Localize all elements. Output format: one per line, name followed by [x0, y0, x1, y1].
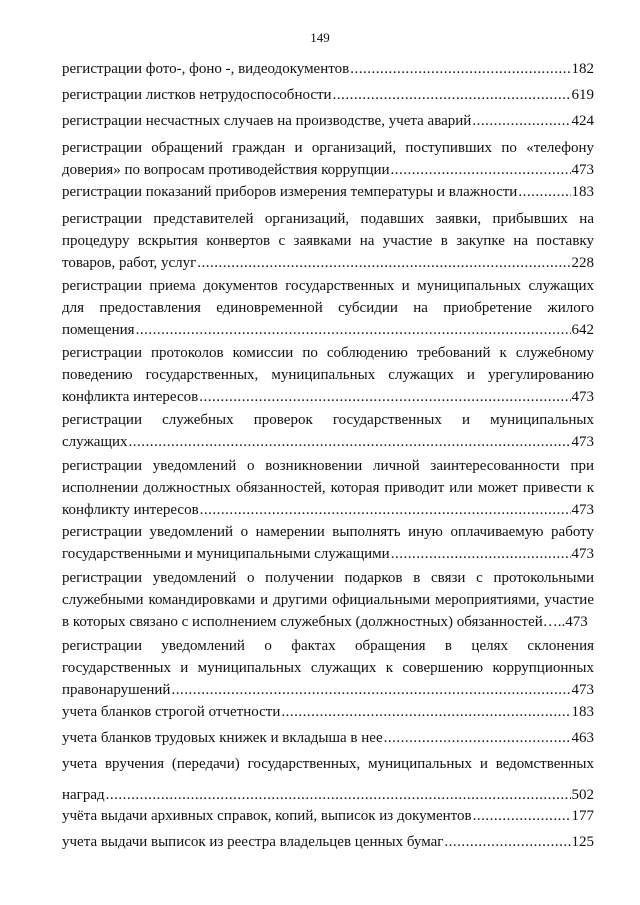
entry-text: конфликта интересов — [62, 389, 199, 405]
entry-line: исполнении должностных обязанностей, которая приводит или может привести к — [62, 480, 594, 496]
index-entry — [62, 137, 594, 181]
index-entry — [62, 567, 594, 633]
entry-text: служащих — [62, 434, 128, 450]
entry-text: конфликту интересов — [62, 502, 199, 518]
entry-page-number: 424 — [571, 113, 594, 129]
entry-text: доверия» по вопросам противодействия коррупции — [62, 162, 390, 178]
dot-leader — [197, 252, 570, 274]
dot-leader — [171, 679, 570, 701]
entry-line: регистрации уведомлений о получении подарков в связи с протокольными — [62, 570, 594, 586]
index-entry — [62, 84, 594, 106]
dot-leader — [391, 159, 571, 181]
entry-page-number: 183 — [571, 184, 594, 200]
entry-page-number: 473 — [571, 502, 594, 518]
index-entry — [62, 701, 594, 723]
index-entry — [62, 275, 594, 341]
dot-leader — [200, 499, 571, 521]
entry-line: поведению государственных, муниципальных служащих и урегулированию — [62, 367, 594, 383]
index-entry — [62, 208, 594, 274]
entry-line: регистрации служебных проверок государственных и муниципальных — [62, 412, 594, 428]
index-entry — [62, 805, 594, 827]
entry-text: учета бланков трудовых книжек и вкладыша в нее — [62, 730, 383, 746]
entry-line: государственных и муниципальных служащих к совершению коррупционных — [62, 660, 594, 676]
entry-page-number: 463 — [571, 730, 594, 746]
entry-page-number: 473 — [571, 434, 594, 450]
dot-leader — [129, 431, 571, 453]
index-entry — [62, 455, 594, 521]
entry-line: регистрации приема документов государственных и муниципальных служащих — [62, 278, 594, 294]
index-entry — [62, 831, 594, 853]
entry-page-number: 642 — [571, 322, 594, 338]
entry-text: в которых связано с исполнением служебных (должностных) обязанностей…..473 — [62, 614, 588, 630]
dot-leader — [391, 543, 571, 565]
dot-leader — [472, 110, 570, 132]
entry-line: регистрации уведомлений о возникновении личной заинтересованности при — [62, 458, 594, 474]
entry-line: процедуру вскрытия конвертов с заявками на участие в закупке на поставку — [62, 233, 594, 249]
entry-line: регистрации обращений граждан и организаций, поступивших по «телефону — [62, 140, 594, 156]
index-entry — [62, 409, 594, 453]
entry-page-number: 228 — [571, 255, 594, 271]
dot-leader — [281, 701, 570, 723]
entry-page-number: 125 — [571, 834, 594, 850]
entry-line: регистрации протоколов комиссии по соблюдению требований к служебному — [62, 345, 594, 361]
page-number: 149 — [310, 30, 330, 45]
dot-leader — [518, 181, 570, 203]
entry-text: регистрации фото-, фоно -, видеодокументов — [62, 61, 350, 77]
entry-text: регистрации показаний приборов измерения температуры и влажности — [62, 184, 518, 200]
entry-text: государственными и муниципальными служащими — [62, 546, 390, 562]
entry-line: регистрации представителей организаций, подавших заявки, прибывших на — [62, 211, 594, 227]
dot-leader — [384, 727, 571, 749]
dot-leader — [333, 84, 571, 106]
entry-text: помещения — [62, 322, 135, 338]
dot-leader — [106, 784, 571, 806]
entry-page-number: 473 — [571, 162, 594, 178]
entry-line: для предоставления единовременной субсидии на приобретение жилого — [62, 300, 594, 316]
entry-text: учёта выдачи архивных справок, копий, выписок из документов — [62, 808, 472, 824]
entry-line: регистрации уведомлений о намерении выполнять иную оплачиваемую работу — [62, 524, 594, 540]
entry-line: регистрации уведомлений о фактах обращения в целях склонения — [62, 638, 594, 654]
entry-line: учета вручения (передачи) государственных, муниципальных и ведомственных — [62, 756, 594, 772]
dot-leader — [199, 386, 570, 408]
entry-page-number: 619 — [571, 87, 594, 103]
index-entry — [62, 521, 594, 565]
entry-text: учета бланков строгой отчетности — [62, 704, 281, 720]
index-entry — [62, 110, 594, 132]
dot-leader — [444, 831, 570, 853]
entry-text: правонарушений — [62, 682, 171, 698]
entry-page-number: 502 — [571, 787, 594, 803]
index-entry — [62, 727, 594, 749]
entry-page-number: 177 — [571, 808, 594, 824]
index-entry — [62, 635, 594, 701]
entry-text: товаров, работ, услуг — [62, 255, 197, 271]
dot-leader — [473, 805, 571, 827]
index-entry — [62, 58, 594, 80]
entry-page-number: 473 — [571, 682, 594, 698]
dot-leader — [350, 58, 570, 80]
entry-page-number: 183 — [571, 704, 594, 720]
dot-leader — [136, 319, 571, 341]
entry-line: служебными командировками и другими официальными мероприятиями, участие — [62, 592, 594, 608]
entry-text: наград — [62, 787, 105, 803]
index-entry — [62, 181, 594, 203]
entry-text: регистрации листков нетрудоспособности — [62, 87, 332, 103]
index-entry — [62, 753, 594, 806]
entry-page-number: 473 — [571, 389, 594, 405]
entry-text: учета выдачи выписок из реестра владельцев ценных бумаг — [62, 834, 444, 850]
index-entry — [62, 342, 594, 408]
entry-page-number: 473 — [571, 546, 594, 562]
entry-page-number: 182 — [571, 61, 594, 77]
entry-text: регистрации несчастных случаев на производстве, учета аварий — [62, 113, 472, 129]
